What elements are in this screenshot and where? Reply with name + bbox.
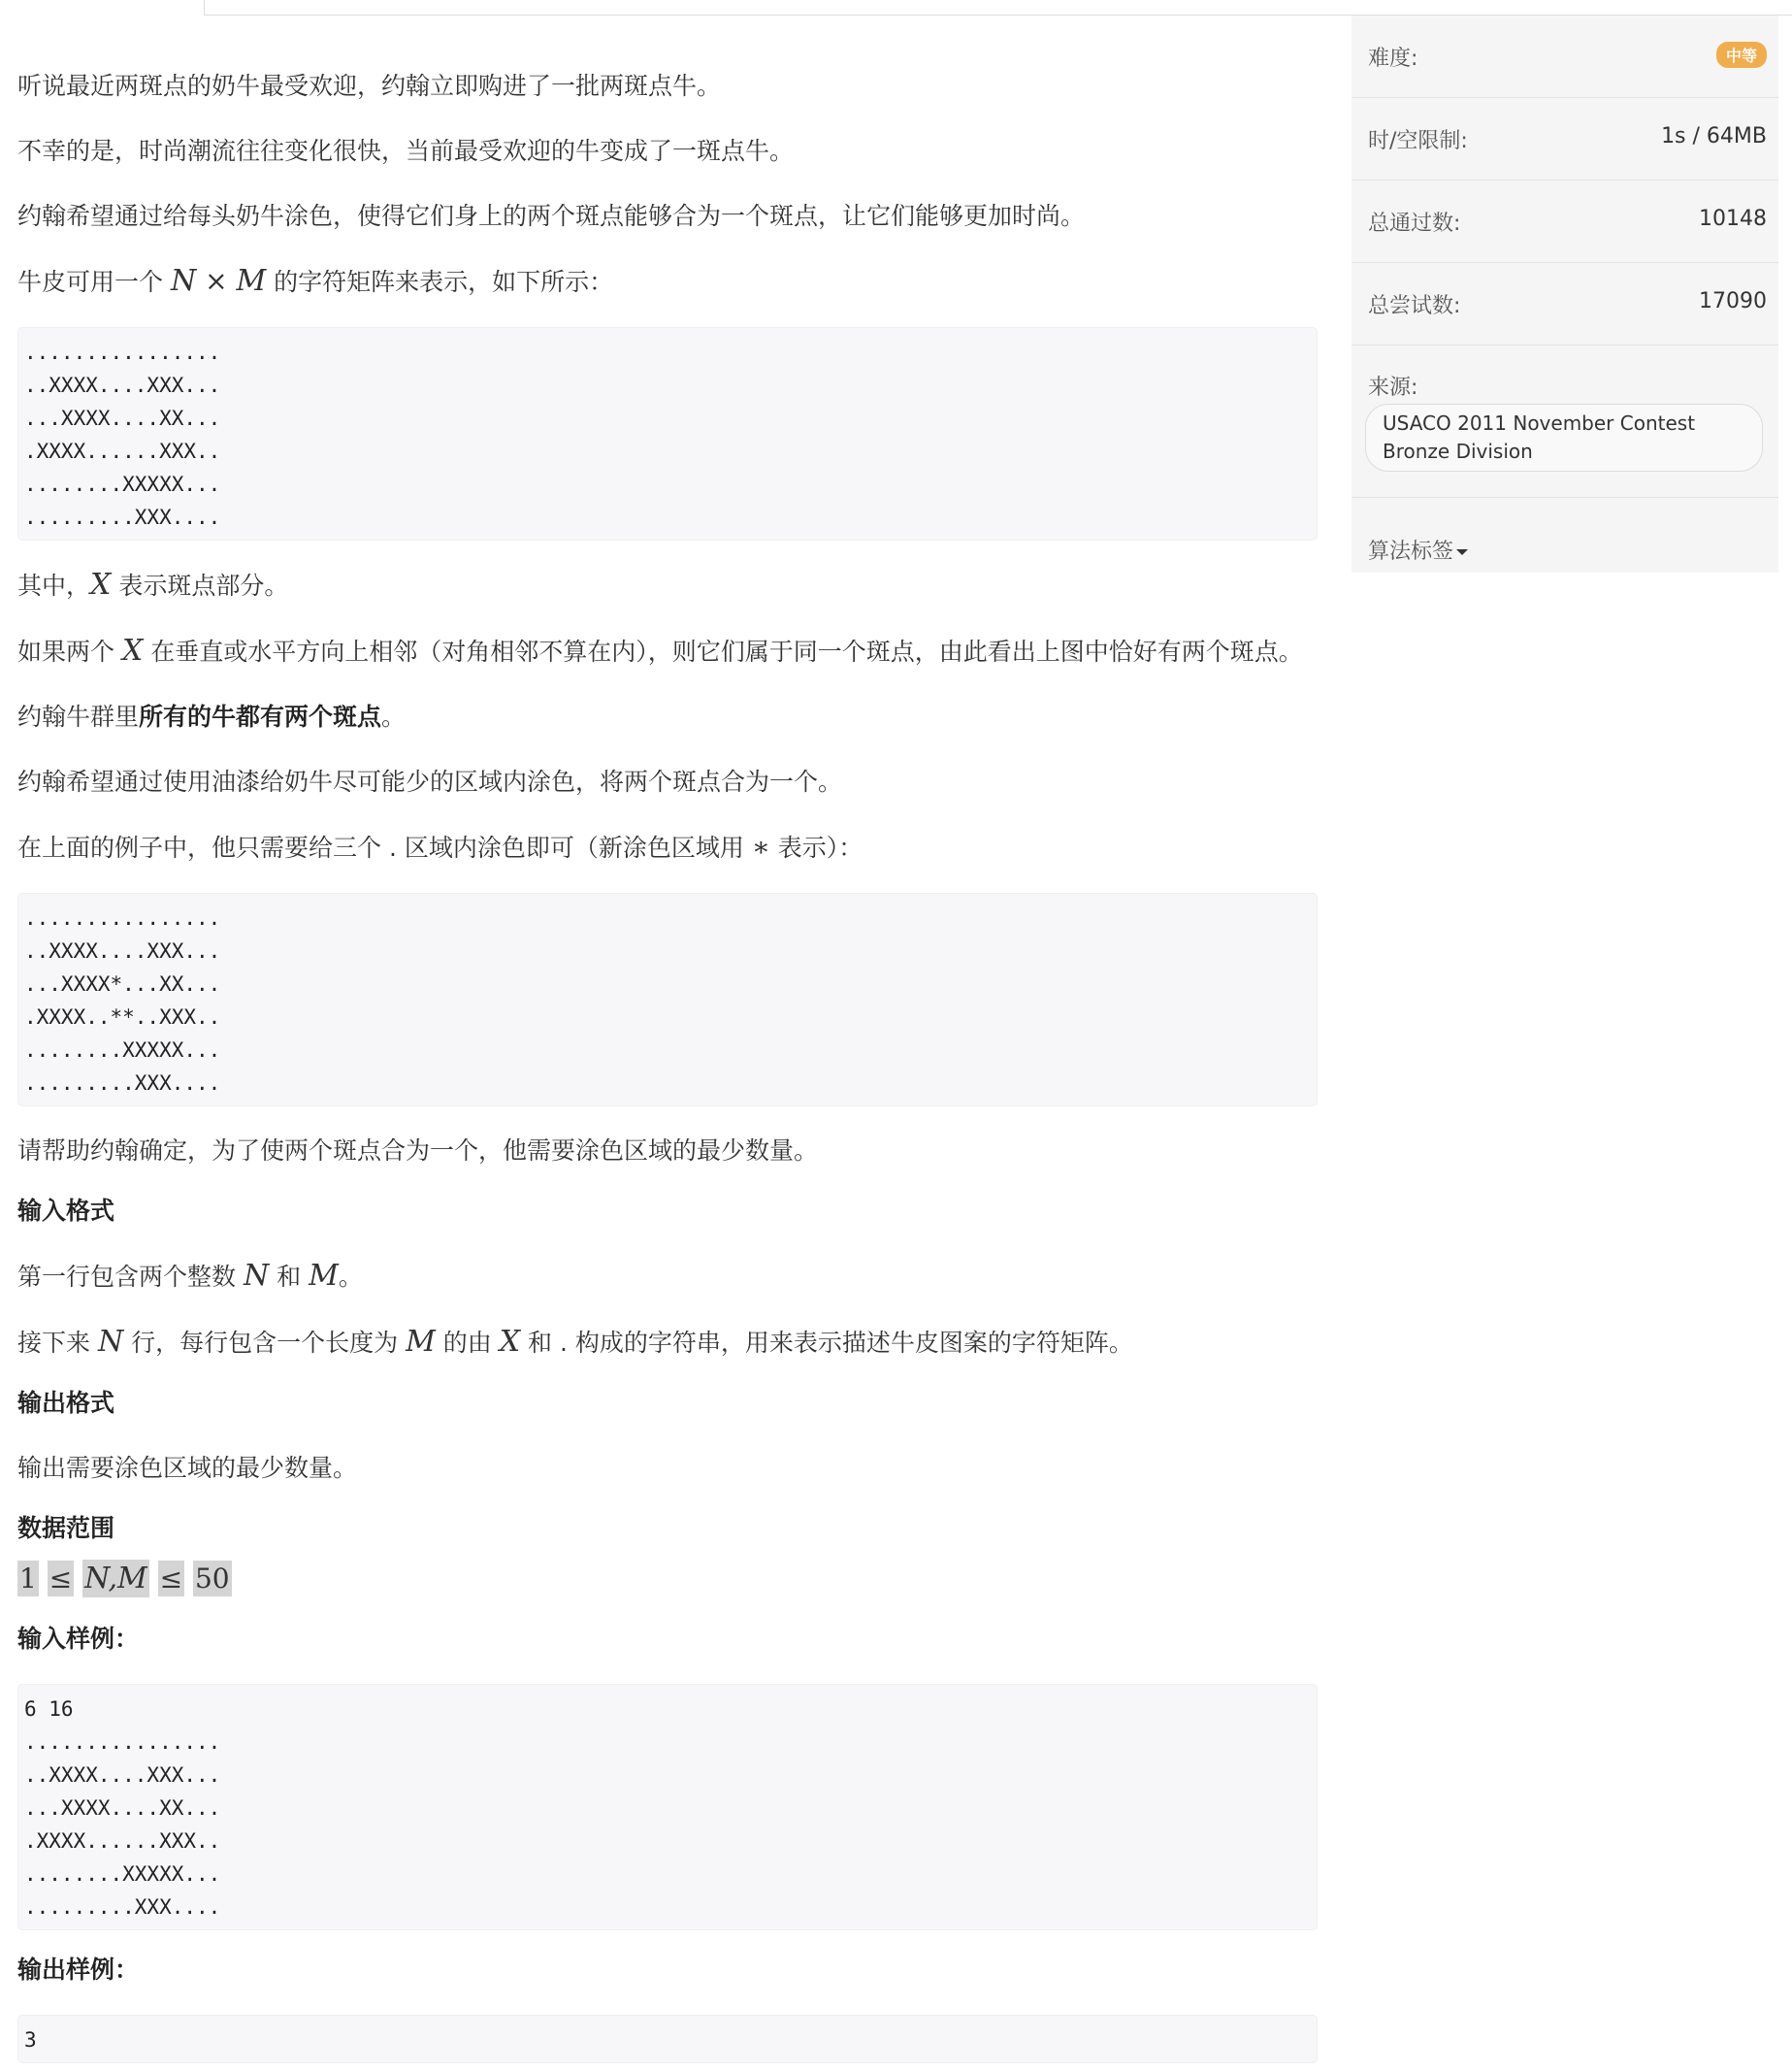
problem-paragraph: 牛皮可用一个 N × M 的字符矩阵来表示，如下所示： [17,264,614,298]
source-row [1352,345,1778,498]
input-line-2: 接下来 N 行，每行包含一个长度为 M 的由 X 和 . 构成的字符串，用来表示描述牛皮图案的字符矩阵。 [17,1325,1133,1359]
problem-content [17,29,1318,2063]
difficulty-badge: 中等 [1716,42,1767,68]
difficulty-row [1352,16,1778,98]
limit-row [1352,98,1778,181]
output-line: 输出需要涂色区域的最少数量。 [17,1454,358,1482]
active-tab[interactable] [0,0,205,16]
math-var: M [236,264,267,298]
sample-input-heading: 输入样例： [17,1625,140,1653]
tried-row [1352,263,1778,345]
sample-output-block: 3 [17,2015,1318,2063]
tried-value: 17090 [1699,289,1767,313]
input-line-1: 第一行包含两个整数 N 和 M。 [17,1259,363,1293]
problem-paragraph: 约翰希望通过给每头奶牛涂色，使得它们身上的两个斑点能够合为一个斑点，让它们能够更加时尚。 [17,202,1086,230]
problem-paragraph: 如果两个 X 在垂直或水平方向上相邻（对角相邻不算在内），则它们属于同一个斑点，由此看出上图中恰好有两个斑点。 [17,634,1303,668]
sample-output-heading: 输出样例： [17,1956,140,1984]
problem-paragraph: 其中，X 表示斑点部分。 [17,568,289,602]
algorithm-tags-toggle[interactable] [1368,535,1468,565]
tried-label: 总尝试数: [1368,294,1461,318]
source-label: 来源: [1368,376,1418,400]
source-tag[interactable]: USACO 2011 November Contest Bronze Division [1365,404,1763,472]
grid-example-2: ................ ..XXXX....XXX... ...XXXX*...XX... .XXXX..**..XXX.. ........XXXXX... .........XXX.... [17,893,1318,1106]
data-range: 1 ≤ N,M ≤ 50 [19,1562,230,1595]
passed-row [1352,181,1778,263]
top-tab-bar [0,0,1792,16]
output-format-heading: 输出格式 [17,1389,115,1417]
algorithm-tags-label: 算法标签 [1368,540,1454,564]
passed-label: 总通过数: [1368,212,1461,236]
input-format-heading: 输入格式 [17,1197,115,1225]
math-var: X [499,1325,521,1359]
math-var: M [406,1325,436,1359]
problem-paragraph: 请帮助约翰确定，为了使两个斑点合为一个，他需要涂色区域的最少数量。 [17,1136,819,1165]
grid-example-1: ................ ..XXXX....XXX... ...XXXX....XX... .XXXX......XXX.. ........XXXXX... .........XXX.... [17,327,1318,541]
math-var: X [90,568,112,602]
problem-paragraph: 不幸的是，时尚潮流往往变化很快，当前最受欢迎的牛变成了一斑点牛。 [17,137,795,165]
problem-paragraph: 听说最近两斑点的奶牛最受欢迎，约翰立即购进了一批两斑点牛。 [17,72,722,100]
difficulty-label: 难度: [1368,47,1418,71]
math-var: N [97,1325,124,1359]
math-var: N [243,1259,270,1293]
caret-down-icon [1456,549,1468,555]
bold-text: 所有的牛都有两个斑点 [139,703,382,731]
problem-paragraph: 约翰牛群里所有的牛都有两个斑点。 [17,703,407,731]
problem-info-sidebar [1352,16,1778,573]
limit-label: 时/空限制: [1368,129,1468,153]
math-var: X [121,634,144,668]
math-var: M [309,1259,339,1293]
sample-input-block: 6 16 ................ ..XXXX....XXX... ...XXXX....XX... .XXXX......XXX.. ........XXXXX... .........XXX.... [17,1684,1318,1930]
problem-paragraph: 在上面的例子中，他只需要给三个 . 区域内涂色即可（新涂色区域用 ∗ 表示）： [17,831,863,863]
math-var: N [170,264,197,298]
passed-value: 10148 [1699,207,1767,231]
problem-paragraph: 约翰希望通过使用油漆给奶牛尽可能少的区域内涂色，将两个斑点合为一个。 [17,768,843,796]
math-var: ∗ [751,831,770,863]
data-range-heading: 数据范围 [17,1514,115,1542]
limit-value: 1s / 64MB [1661,124,1767,148]
